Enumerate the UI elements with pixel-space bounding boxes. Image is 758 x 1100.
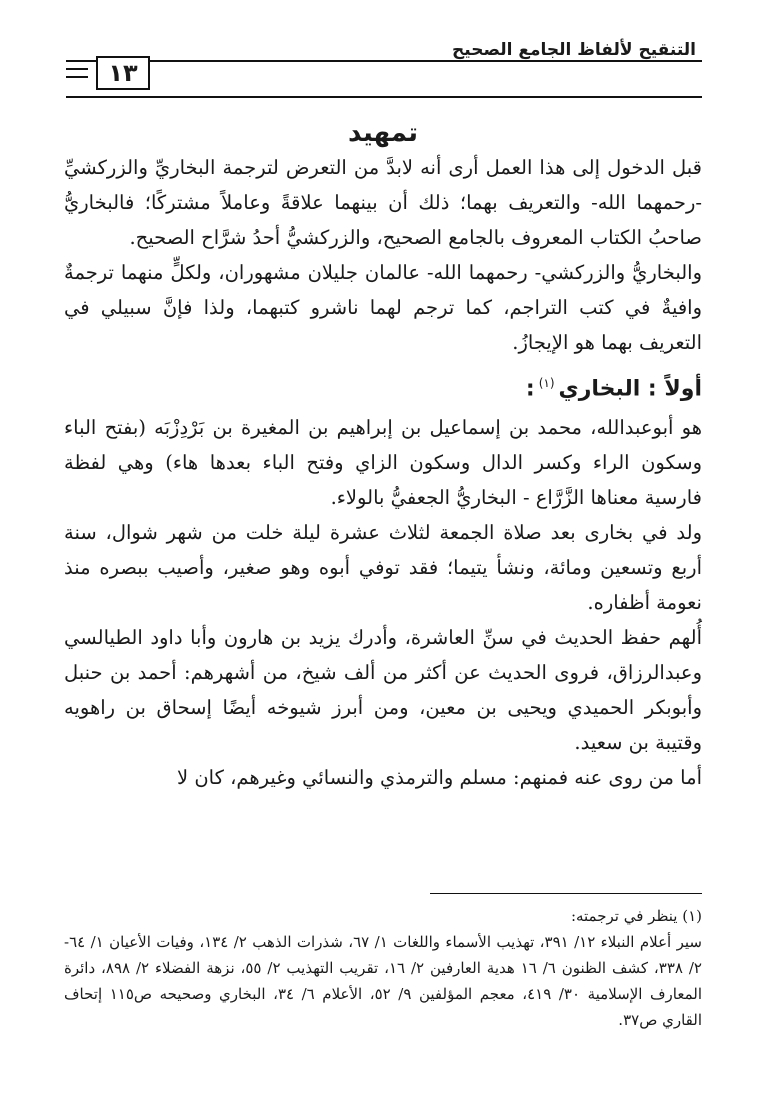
paragraph: والبخاريُّ والزركشي- رحمهما الله- عالمان جليلان مشهوران، ولكلٍّ منهما ترجمةٌ وافيةٌ في كتب التراجم، كما ترجم لهما ناشرو كتبهما، ولذا فإنَّ سبيلي في التعريف بهما هو الإيجازُ. [64, 261, 702, 354]
paragraph: أُلهم حفظ الحديث في سنِّ العاشرة، وأدرك يزيد بن هارون وأبا داود الطيالسي وعبدالرزاق، فروى الحديث عن أكثر من ألف شيخ، من أشهرهم: أحمد بن حنبل وأبوبكر الحميدي ويحيى بن معين، ومن أبرز شيوخه أيضًا إسحاق بن راهويه وقتيبة بن سعيد. [64, 626, 702, 755]
header-dash [66, 76, 88, 78]
page-number: ١٣ [96, 56, 150, 90]
subheading-bukhari [64, 364, 702, 408]
paragraph: ولد في بخارى بعد صلاة الجمعة لثلاث عشرة ليلة خلت من شهر شوال، سنة أربع وتسعين ومائة، ونشأ يتيما؛ فقد توفي أبوه وهو صغير، وأصيب ببصره منذ نعومة أظفاره. [64, 521, 702, 615]
footnote-separator [430, 893, 702, 894]
header-rule-top [66, 60, 702, 62]
section-title: تمهيد [348, 118, 418, 148]
footnotes [64, 903, 702, 1033]
paragraph: أما من روى عنه فمنهم: مسلم والترمذي والنسائي وغيرهم، كان لا [177, 766, 702, 790]
paragraph: هو أبوعبدالله، محمد بن إسماعيل بن إبراهيم بن المغيرة بن بَرْدِزْبَه (بفتح الباء وسكون الراء وكسر الدال وسكون الزاي وفتح الباء بعدها هاء) وهي لفظة فارسية معناها الزَّرَّاع - البخاريُّ الجعفيُّ بالولاء. [64, 416, 702, 510]
main-content [64, 118, 702, 795]
subheading-label: أولاً : البخاري [558, 376, 702, 402]
paragraph: قبل الدخول إلى هذا العمل أرى أنه لابدَّ من التعرض لترجمة البخاريِّ والزركشيِّ -رحمهما الله- والتعريف بهما؛ ذلك أن بينهما علاقةً وعاملاً مشتركًا؛ فالبخاريُّ صاحبُ الكتاب المعروف بالجامع الصحيح، والزركشيُّ أحدُ شرَّاح الصحيح. [64, 156, 702, 249]
header-rule-bottom [66, 96, 702, 98]
header-dash [66, 68, 88, 70]
subheading-colon: : [525, 376, 535, 402]
footnote-text: سير أعلام النبلاء ١٢/ ٣٩١، تهذيب الأسماء واللغات ١/ ٦٧، شذرات الذهب ٢/ ١٣٤، وفيات الأعيان ١/ ٦٤- ٢/ ٣٣٨، كشف الظنون ٦/ ١٦ هدية العارفين ٢/ ١٦، تقريب التهذيب ٢/ ٥٥، نزهة الفضلاء ٢/ ٨٩٨، دائرة المعارف الإسلامية ٣٠/ ٤١٩، معجم المؤلفين ٩/ ٥٢، الأعلام ٦/ ٣٤، البخاري وصحيحه ص١١٥ إتحاف القاري ص٣٧. [64, 933, 702, 1029]
footnote-intro: (١) ينظر في ترجمته: [570, 907, 702, 925]
running-title: التنقيح لألفاظ الجامع الصحيح [452, 40, 696, 60]
footnote-ref: (١) [538, 376, 555, 390]
